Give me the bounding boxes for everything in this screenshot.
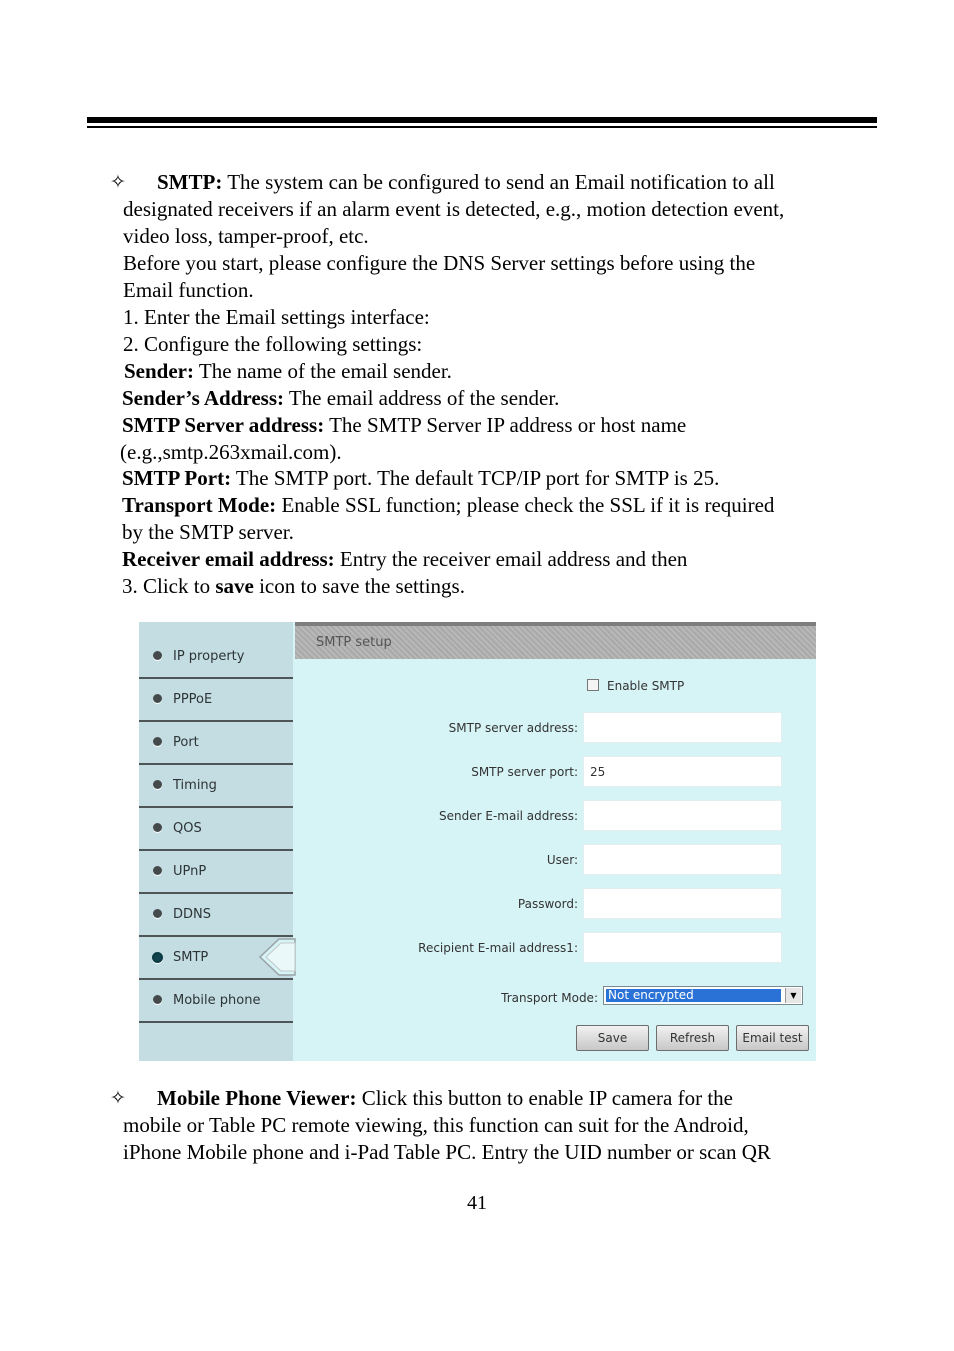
sidebar-item-mobile-phone[interactable]: Mobile phone	[139, 980, 293, 1023]
mobile-bullet-icon: ✧	[110, 1087, 126, 1109]
header-rule-thick	[87, 117, 877, 123]
smtp-server-port-input[interactable]: 25	[583, 756, 782, 787]
smtp-intro-line: SMTP: The system can be configured to send an Email notification to all	[157, 170, 775, 194]
smtp-line-2: designated receivers if an alarm event is detected, e.g., motion detection event,	[123, 197, 785, 221]
sender-email-label: Sender E-mail address:	[439, 809, 578, 823]
setting-transport-mode-cont: by the SMTP server.	[122, 520, 294, 544]
save-button[interactable]: Save	[576, 1025, 649, 1051]
panel-title: SMTP setup	[316, 635, 392, 650]
setting-smtp-server: SMTP Server address: The SMTP Server IP address or host name	[122, 413, 687, 437]
enable-smtp-label: Enable SMTP	[607, 679, 685, 693]
setting-receiver: Receiver email address: Entry the receiver email address and then	[122, 547, 688, 571]
panel-header	[295, 622, 816, 659]
bullet-icon	[153, 737, 162, 746]
sidebar-item-ddns[interactable]: DDNS	[139, 894, 293, 937]
recipient-email-label: Recipient E-mail address1:	[418, 941, 578, 955]
mobile-line-3: iPhone Mobile phone and i-Pad Table PC. Entry the UID number or scan QR	[123, 1140, 771, 1164]
refresh-button[interactable]: Refresh	[656, 1025, 729, 1051]
bullet-icon	[153, 823, 162, 832]
smtp-bullet-icon: ✧	[110, 171, 126, 193]
transport-mode-value: Not encrypted	[606, 989, 781, 1002]
email-test-button[interactable]: Email test	[736, 1025, 809, 1051]
setting-sender: Sender: The name of the email sender.	[124, 359, 452, 383]
smtp-line-3: video loss, tamper-proof, etc.	[123, 224, 369, 248]
setting-smtp-server-example: (e.g.,smtp.263xmail.com).	[120, 440, 342, 464]
mobile-intro-line: Mobile Phone Viewer: Click this button to enable IP camera for the	[157, 1086, 734, 1110]
enable-smtp-checkbox[interactable]	[587, 679, 599, 691]
bullet-icon	[153, 995, 162, 1004]
transport-mode-select[interactable]	[603, 986, 803, 1005]
selected-bullet-icon	[152, 952, 163, 963]
smtp-step-2: 2. Configure the following settings:	[123, 332, 423, 356]
bullet-icon	[153, 651, 162, 660]
user-input[interactable]	[583, 844, 782, 875]
smtp-step-3: 3. Click to save icon to save the settings.	[122, 574, 465, 598]
header-rule-thin	[87, 126, 877, 128]
sidebar-item-pppoe[interactable]: PPPoE	[139, 679, 293, 722]
smtp-server-address-label: SMTP server address:	[448, 721, 578, 735]
smtp-line-5: Email function.	[123, 278, 254, 302]
bullet-icon	[153, 866, 162, 875]
smtp-line-4: Before you start, please configure the DNS Server settings before using the	[123, 251, 756, 275]
sidebar-item-upnp[interactable]: UPnP	[139, 851, 293, 894]
user-label: User:	[546, 853, 578, 867]
setting-sender-address: Sender’s Address: The email address of the sender.	[122, 386, 560, 410]
smtp-title: SMTP:	[157, 170, 223, 194]
sender-email-input[interactable]	[583, 800, 782, 831]
mobile-title: Mobile Phone Viewer:	[157, 1086, 357, 1110]
transport-mode-label: Transport Mode:	[501, 991, 598, 1005]
selected-arrow-icon	[259, 938, 297, 976]
sidebar-item-ip-property[interactable]: IP property	[139, 636, 293, 679]
recipient-email-input[interactable]	[583, 932, 782, 963]
sidebar-item-smtp[interactable]: SMTP	[139, 937, 293, 980]
bullet-icon	[153, 694, 162, 703]
sidebar-item-qos[interactable]: QOS	[139, 808, 293, 851]
bullet-icon	[153, 909, 162, 918]
dropdown-arrow-icon[interactable]: ▼	[785, 988, 801, 1003]
sidebar-item-timing[interactable]: Timing	[139, 765, 293, 808]
setting-transport-mode: Transport Mode: Enable SSL function; please check the SSL if it is required	[122, 493, 775, 517]
setting-smtp-port: SMTP Port: The SMTP port. The default TCP/IP port for SMTP is 25.	[122, 466, 720, 490]
password-input[interactable]	[583, 888, 782, 919]
settings-sidebar	[139, 622, 293, 1061]
password-label: Password:	[517, 897, 578, 911]
mobile-line-2: mobile or Table PC remote viewing, this function can suit for the Android,	[123, 1113, 749, 1137]
smtp-setup-screenshot	[139, 622, 816, 1061]
page-number: 41	[467, 1192, 487, 1214]
smtp-step-1: 1. Enter the Email settings interface:	[123, 305, 430, 329]
sidebar-item-port[interactable]: Port	[139, 722, 293, 765]
smtp-server-address-input[interactable]	[583, 712, 782, 743]
bullet-icon	[153, 780, 162, 789]
smtp-server-port-label: SMTP server port:	[471, 765, 578, 779]
